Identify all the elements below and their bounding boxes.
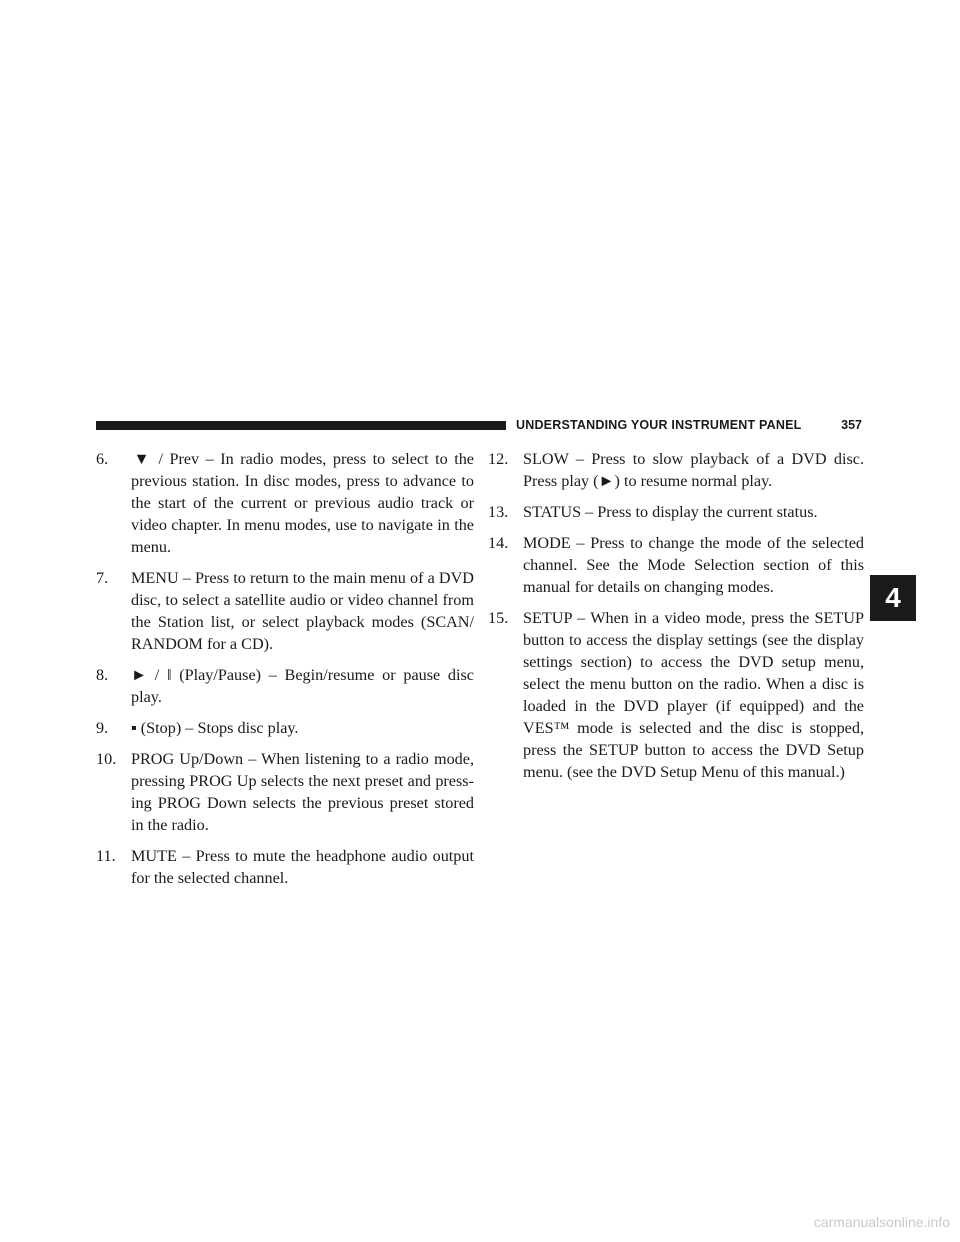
item-text: SLOW – Press to slow playback of a DVD disc. Press play (►) to resume normal play. xyxy=(523,450,864,490)
list-item-14 xyxy=(488,532,864,598)
list-item-9 xyxy=(96,717,474,739)
item-number: 13. xyxy=(488,503,509,521)
header-rule xyxy=(96,421,506,430)
right-column xyxy=(488,448,864,792)
item-number: 15. xyxy=(488,609,509,627)
item-text: ▪ (Stop) – Stops disc play. xyxy=(131,719,299,737)
left-column xyxy=(96,448,474,898)
item-number: 9. xyxy=(96,719,109,737)
item-text: MODE – Press to change the mode of the selected channel. See the Mode Selection section of this manual for details on changing modes. xyxy=(523,534,864,596)
item-number: 11. xyxy=(96,847,116,865)
item-number: 8. xyxy=(96,666,109,684)
item-number: 6. xyxy=(96,450,109,468)
item-number: 12. xyxy=(488,450,509,468)
item-text: SETUP – When in a video mode, press the SETUP button to access the display settings (see the display settings section) to access the DVD setup menu, select the menu button on the radio. When a disc is loaded in the DVD player (if equipped) and the VES™ mode is selected and the disc is stopped, press the SETUP button to access the DVD Setup menu. (see the DVD Setup Menu of this manual.) xyxy=(523,609,864,781)
list-item-7 xyxy=(96,567,474,655)
list-item-6 xyxy=(96,448,474,558)
list-item-13 xyxy=(488,501,864,523)
section-title: UNDERSTANDING YOUR INSTRUMENT PANEL xyxy=(516,418,802,432)
item-text: MENU – Press to return to the main menu of a DVD disc, to select a satellite audio or video channel from the Station list, or select playback modes (SCAN/ RANDOM for a CD). xyxy=(131,569,474,653)
item-number: 7. xyxy=(96,569,109,587)
list-item-15 xyxy=(488,607,864,783)
page-number: 357 xyxy=(841,418,862,432)
item-text: MUTE – Press to mute the headphone audio output for the selected channel. xyxy=(131,847,474,887)
list-item-12 xyxy=(488,448,864,492)
watermark: carmanualsonline.info xyxy=(813,1214,950,1230)
item-number: 14. xyxy=(488,534,509,552)
chapter-tab: 4 xyxy=(870,575,916,621)
list-item-8 xyxy=(96,664,474,708)
item-text: ► / ‖ (Play/Pause) – Begin/resume or pause disc play. xyxy=(131,666,474,706)
item-number: 10. xyxy=(96,750,117,768)
list-item-10 xyxy=(96,748,474,836)
item-text: STATUS – Press to display the current status. xyxy=(523,503,818,521)
item-text: ▼ / Prev – In radio modes, press to select to the previous station. In disc modes, press to advance to the start of the current or previous audio track or video chapter. In menu modes, use to navigate in the menu. xyxy=(131,450,474,556)
list-item-11 xyxy=(96,845,474,889)
page-header xyxy=(96,416,864,440)
item-text: PROG Up/Down – When listening to a radio mode, pressing PROG Up selects the next preset and press- ing PROG Down selects the previous preset stored in the radio. xyxy=(131,750,474,834)
